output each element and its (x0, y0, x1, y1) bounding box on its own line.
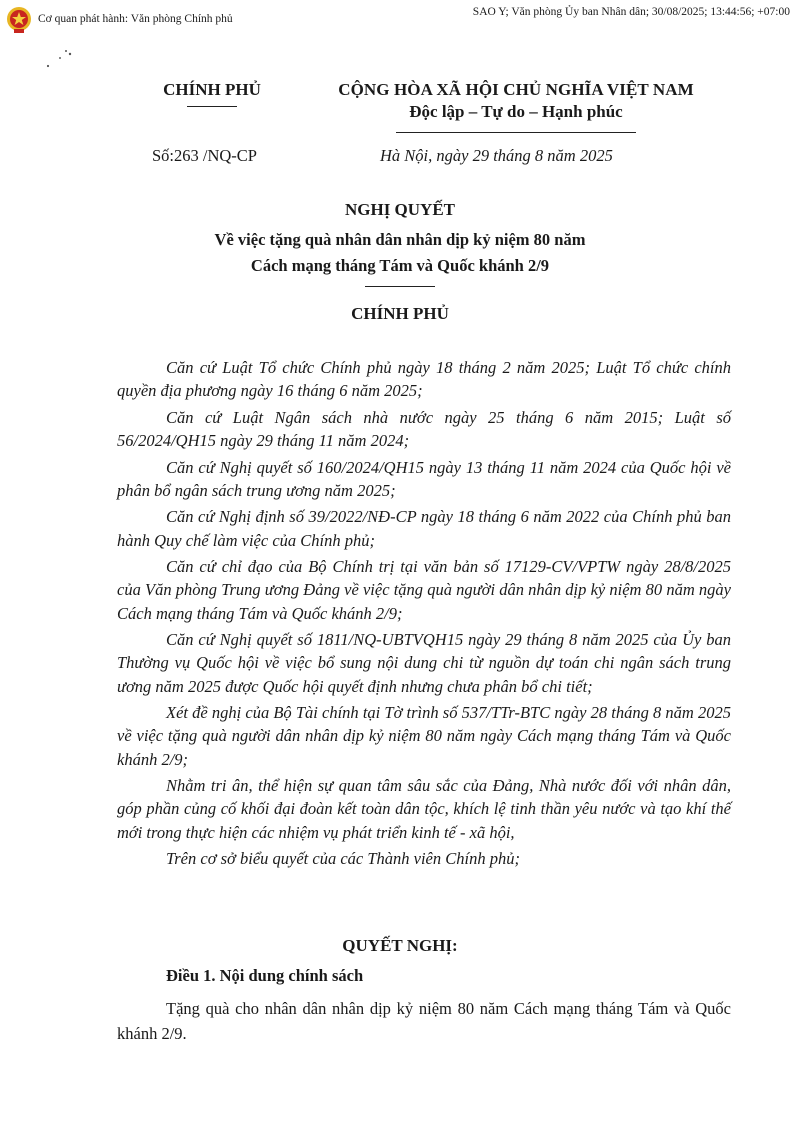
subject-line-1: Về việc tặng quà nhân dân nhân dịp kỷ niệm 80 năm (214, 230, 586, 249)
national-emblem-icon (6, 6, 32, 34)
issuer-line: Cơ quan phát hành: Văn phòng Chính phủ (38, 13, 233, 25)
digital-signature-bar (0, 0, 800, 40)
decision-heading: QUYẾT NGHỊ: (342, 936, 458, 955)
nation-name: CỘNG HÒA XÃ HỘI CHỦ NGHĨA VIỆT NAM (338, 80, 694, 99)
title-underline (365, 286, 435, 287)
agency-header (148, 80, 276, 107)
preamble-paragraph: Căn cứ Nghị định số 39/2022/NĐ-CP ngày 18 tháng 6 năm 2022 của Chính phủ ban hành Quy chế làm việc của Chính phủ; (117, 507, 731, 550)
preamble-paragraph: Căn cứ Nghị quyết số 1811/NQ-UBTVQH15 ngày 29 tháng 8 năm 2025 của Ủy ban Thường vụ Quốc hội về việc bổ sung nội dung chi từ nguồn dự toán chi ngân sách trung ương năm 2025 được Quốc hội quyết định nhưng chưa phân bổ chi tiết; (117, 630, 731, 696)
preamble-paragraph: Căn cứ Luật Tổ chức Chính phủ ngày 18 tháng 2 năm 2025; Luật Tổ chức chính quyền địa phương ngày 16 tháng 6 năm 2025; (117, 358, 731, 401)
copy-stamp: SAO Y; Văn phòng Ủy ban Nhân dân; 30/08/2025; 13:44:56; +07:00 (472, 6, 790, 18)
scan-specks (44, 48, 74, 72)
preamble-paragraph: Căn cứ Nghị quyết số 160/2024/QH15 ngày 13 tháng 11 năm 2024 của Quốc hội về phân bổ ngân sách trung ương năm 2025; (117, 457, 731, 500)
preamble-paragraph: Căn cứ chỉ đạo của Bộ Chính trị tại văn bản số 17129-CV/VPTW ngày 28/8/2025 của Văn phòng Trung ương Đảng về việc tặng quà người dân nhân dịp kỷ niệm 80 năm ngày Cách mạng tháng Tám và Quốc khánh 2/9; (117, 557, 731, 623)
national-header (316, 80, 716, 133)
preamble-paragraph: Nhằm tri ân, thể hiện sự quan tâm sâu sắc của Đảng, Nhà nước đối với nhân dân, góp phần củng cố khối đại đoàn kết toàn dân tộc, khích lệ tinh thần yêu nước và tạo khí thế mới trong thực hiện các nhiệm vụ phát triển kinh tế - xã hội, (117, 776, 731, 842)
article-1-text: Tặng quà cho nhân dân nhân dịp kỷ niệm 80 năm Cách mạng tháng Tám và Quốc khánh 2/9. (117, 999, 731, 1043)
document-subject (0, 227, 800, 279)
preamble-paragraph: Trên cơ sở biểu quyết của các Thành viên Chính phủ; (166, 849, 520, 869)
motto-underline (396, 132, 636, 133)
preamble (117, 356, 731, 874)
place-date: Hà Nội, ngày 29 tháng 8 năm 2025 (380, 146, 613, 165)
agency-name: CHÍNH PHỦ (163, 80, 261, 99)
subject-line-2: Cách mạng tháng Tám và Quốc khánh 2/9 (250, 256, 550, 275)
document-number: Số:263 /NQ-CP (152, 146, 257, 165)
agency-underline (187, 106, 237, 107)
document-type: NGHỊ QUYẾT (344, 200, 456, 219)
national-motto: Độc lập – Tự do – Hạnh phúc (409, 102, 623, 121)
preamble-paragraph: Căn cứ Luật Ngân sách nhà nước ngày 25 tháng 6 năm 2015; Luật số 56/2024/QH15 ngày 29 tháng 11 năm 2024; (117, 407, 731, 450)
article-1-title: Điều 1. Nội dung chính sách (166, 966, 364, 985)
issuing-body: CHÍNH PHỦ (351, 304, 449, 323)
preamble-paragraph: Xét đề nghị của Bộ Tài chính tại Tờ trình số 537/TTr-BTC ngày 28 tháng 8 năm 2025 về việc tặng quà người dân nhân dịp kỷ niệm 80 năm ngày Cách mạng tháng Tám và Quốc khánh 2/9; (117, 703, 731, 769)
